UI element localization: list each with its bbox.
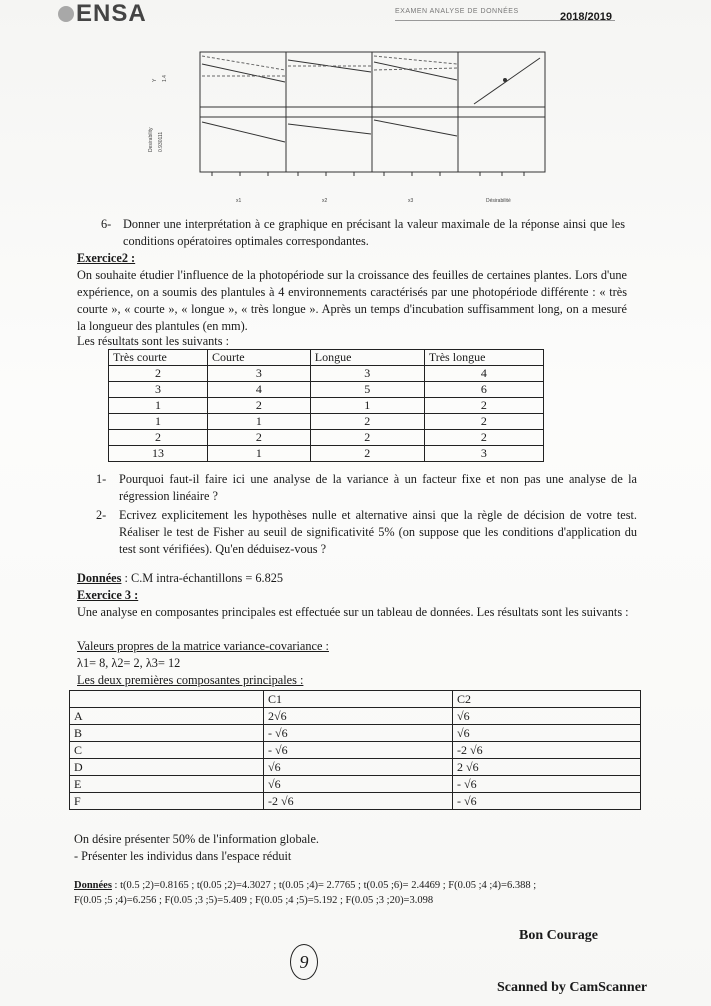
ensa-logo: ENSA <box>58 0 147 28</box>
exercise2-title: Exercice2 : <box>77 251 136 265</box>
table-row: 2 2 2 2 <box>109 430 544 446</box>
header-year: 2018/2019 <box>560 11 612 23</box>
x1-label: x1 <box>236 198 242 204</box>
header-title: EXAMEN ANALYSE DE DONNÉES <box>395 8 519 15</box>
col-header: Courte <box>207 350 310 366</box>
table-row: 3 4 5 6 <box>109 382 544 398</box>
col-header: C1 <box>264 691 453 708</box>
exercise2-intro: On souhaite étudier l'influence de la photopériode sur la croissance des feuilles de certaines plantes. Lors d'une expérience, on a soumis des plantules à 4 environnements caractérisés par une photopériode différente : « très courte », « courte », « longue », « très longue ». Après un temps d'incubation suffisamment long, on a mesuré la longueur des plantules (en mm). <box>77 268 627 333</box>
page-number: 9 <box>290 944 318 980</box>
eigenvalues: λ1= 8, λ2= 2, λ3= 12 <box>77 656 181 670</box>
reference-dotted <box>202 56 457 76</box>
optimization-plot <box>140 42 560 212</box>
table-row: B - √6 √6 <box>70 725 641 742</box>
ex3-note2: - Présenter les individus dans l'espace réduit <box>74 849 292 863</box>
table-row: 1 1 2 2 <box>109 414 544 430</box>
desirability-axis-label: Desirability <box>148 127 154 152</box>
exercise2-results-label: Les résultats sont les suivants : <box>77 334 229 348</box>
table-row: 2 3 3 4 <box>109 366 544 382</box>
ex2-q2-text: Ecrivez explicitement les hypothèses nulle et alternative ainsi que la règle de décision de votre test. Réaliser le test de Fisher au seuil de significativité 5% (on suppose que les conditions d'application du test sont vérifiées). Qu'en déduisez-vous ? <box>119 508 637 556</box>
table-row: C - √6 -2 √6 <box>70 742 641 759</box>
table-row: F -2 √6 - √6 <box>70 793 641 810</box>
col-header <box>70 691 264 708</box>
y-axis-label: Y <box>152 78 158 82</box>
scanner-watermark: Scanned by CamScanner <box>497 980 648 995</box>
ex2-q1-text: Pourquoi faut-il faire ici une analyse de la variance à un facteur fixe et non pas une analyse de la régression linéaire ? <box>119 472 637 503</box>
optimum-point <box>503 78 507 82</box>
col-header: Très courte <box>109 350 208 366</box>
table-row: E √6 - √6 <box>70 776 641 793</box>
table-row: A 2√6 √6 <box>70 708 641 725</box>
components-label: Les deux premières composantes principales : <box>77 673 304 687</box>
svg-text:1.4: 1.4 <box>162 75 168 82</box>
col-header: Très longue <box>424 350 543 366</box>
table-row: 13 1 2 3 <box>109 446 544 462</box>
x3-label: x3 <box>408 198 414 204</box>
table-row: D √6 2 √6 <box>70 759 641 776</box>
principal-components-table <box>69 690 641 810</box>
closing-message: Bon Courage <box>519 928 598 943</box>
ex3-note1: On désire présenter 50% de l'information globale. <box>74 832 320 846</box>
ex2-data: Données : C.M intra-échantillons = 6.825 <box>77 571 284 585</box>
q6-text: Donner une interprétation à ce graphique en précisant la valeur maximale de la réponse ainsi que les conditions opératoires optimales correspondantes. <box>123 217 625 248</box>
svg-text:0.930111: 0.930111 <box>158 131 164 152</box>
eigenvalues-label: Valeurs propres de la matrice variance-covariance : <box>77 639 329 653</box>
exercise3-intro: Une analyse en composantes principales est effectuée sur un tableau de données. Les résultats sont les suivants : <box>77 605 629 619</box>
table-row: 1 2 1 2 <box>109 398 544 414</box>
q6-number: 6- <box>101 217 112 231</box>
statistical-tables: Données : t(0.5 ;2)=0.8165 ; t(0.05 ;2)=4.3027 ; t(0.05 ;4)= 2.7765 ; t(0.05 ;6)= 2.4469 ; F(0.05 ;4 ;4)=6.388 ; F(0.05 ;5 ;4)=6.256 ; F(0.05 ;3 ;5)=5.409 ; F(0.05 ;4 ;5)=5.192 ; F(0.05 ;3 ;20)=3.098 <box>74 880 537 906</box>
ex2-q2-number: 2- <box>96 508 107 522</box>
ex2-q1-number: 1- <box>96 472 107 486</box>
col-header: Longue <box>310 350 424 366</box>
col-header: C2 <box>453 691 641 708</box>
photoperiod-table <box>108 349 544 462</box>
x2-label: x2 <box>322 198 328 204</box>
table-header-row <box>109 350 544 366</box>
exercise3-title: Exercice 3 : <box>77 588 139 602</box>
table-header-row <box>70 691 641 708</box>
desirability-label: Désirabilité <box>486 198 511 204</box>
